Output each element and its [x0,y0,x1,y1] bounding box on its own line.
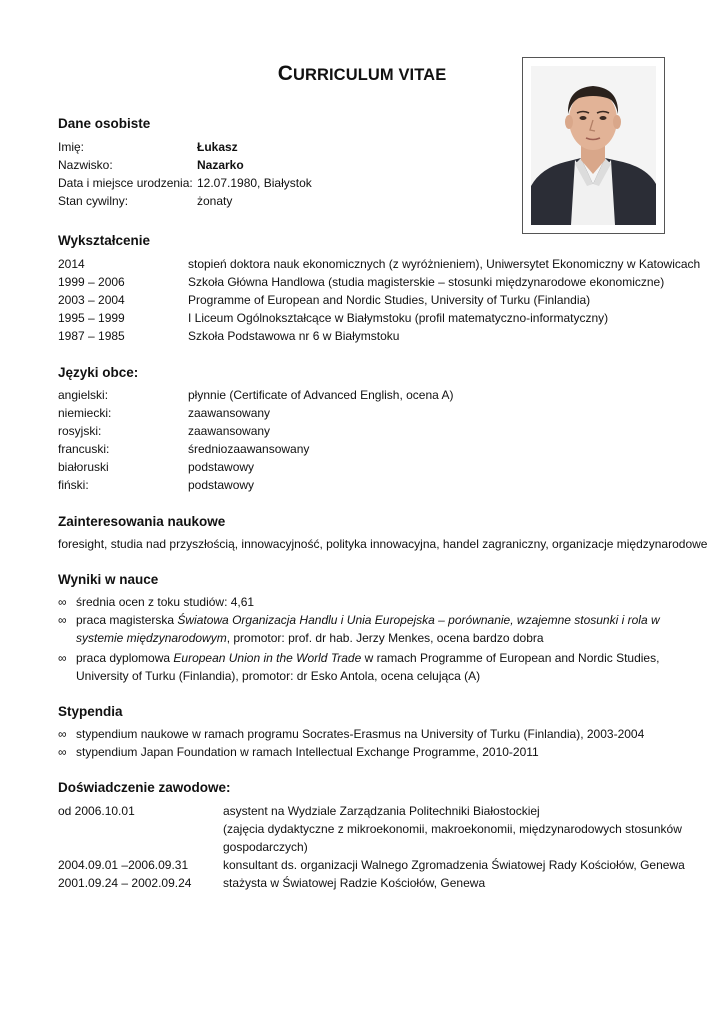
experience-desc: gospodarczych) [223,840,308,854]
scholarship-text: stypendium Japan Foundation w ramach Intellectual Exchange Programme, 2010-2011 [76,745,539,759]
language-name: białoruski [58,460,109,474]
education-period: 1999 – 2006 [58,275,125,289]
personal-label: Stan cywilny: [58,194,129,208]
language-level: płynnie (Certificate of Advanced English, ocena A) [188,388,454,402]
section-heading-education: Wykształcenie [58,233,151,248]
section-heading-languages: Języki obce: [58,365,139,380]
bullet-icon: ∞ [58,595,67,609]
achievement-text: średnia ocen z toku studiów: 4,61 [76,595,255,609]
portrait-image [531,66,656,225]
list-item [58,593,678,611]
list-item [58,725,678,743]
language-name: niemiecki: [58,406,112,420]
experience-period: od 2006.10.01 [58,804,135,818]
education-period: 1995 – 1999 [58,311,125,325]
language-level: zaawansowany [188,406,271,420]
education-period: 2014 [58,257,85,271]
scholarship-text: stypendium naukowe w ramach programu Socrates-Erasmus na University of Turku (Finlandia), 2003-2004 [76,727,645,741]
personal-label: Nazwisko: [58,158,113,172]
language-level: podstawowy [188,478,255,492]
education-desc: Programme of European and Nordic Studies, University of Turku (Finlandia) [188,293,591,307]
page-title: CURRICULUM VITAE [277,62,447,85]
section-heading-experience: Doświadczenie zawodowe: [58,780,231,795]
personal-value: 12.07.1980, Białystok [197,176,312,190]
personal-value: żonaty [197,194,233,208]
profile-photo [522,57,665,234]
education-desc: I Liceum Ogólnokształcące w Białymstoku (profil matematyczno-informatyczny) [188,311,609,325]
bullet-icon: ∞ [58,745,67,759]
language-name: rosyjski: [58,424,102,438]
section-heading-personal: Dane osobiste [58,116,151,131]
language-level: zaawansowany [188,424,271,438]
experience-desc: stażysta w Światowej Radzie Kościołów, Genewa [223,876,486,890]
section-heading-interests: Zainteresowania naukowe [58,514,226,529]
bullet-icon: ∞ [58,613,67,627]
language-name: fiński: [58,478,89,492]
personal-label: Imię: [58,140,85,154]
experience-period: 2004.09.01 –2006.09.31 [58,858,189,872]
language-name: francuski: [58,442,110,456]
language-name: angielski: [58,388,109,402]
bullet-icon: ∞ [58,727,67,741]
personal-value: Nazarko [197,158,244,172]
experience-period: 2001.09.24 – 2002.09.24 [58,876,192,890]
achievement-text: praca magisterska Światowa Organizacja Handlu i Unia Europejska – porównanie, wzajemne stosunki i rola w systemie międzynarodowym, promotor: prof. dr hab. Jerzy Menkes, ocena bardzo dobra [76,613,660,645]
section-heading-scholarships: Stypendia [58,704,123,719]
list-item [58,743,678,761]
education-desc: Szkoła Podstawowa nr 6 w Białymstoku [188,329,400,343]
personal-label: Data i miejsce urodzenia: [58,176,193,190]
personal-value: Łukasz [197,140,238,154]
section-heading-achievements: Wyniki w nauce [58,572,159,587]
education-period: 1987 – 1985 [58,329,125,343]
list-item [58,611,678,647]
education-period: 2003 – 2004 [58,293,125,307]
list-item [58,649,678,685]
education-desc: stopień doktora nauk ekonomicznych (z wyróżnieniem), Uniwersytet Ekonomiczny w Katowicach [188,257,701,271]
education-desc: Szkoła Główna Handlowa (studia magisterskie – stosunki międzynarodowe ekonomiczne) [188,275,665,289]
bullet-icon: ∞ [58,651,67,665]
language-level: podstawowy [188,460,255,474]
achievement-text: praca dyplomowa European Union in the World Trade w ramach Programme of European and Nordic Studies, University of Turku (Finlandia), promotor: dr Esko Antola, ocena celująca (A) [76,651,660,683]
experience-desc: asystent na Wydziale Zarządzania Politechniki Białostockiej [223,804,540,818]
language-level: średniozaawansowany [188,442,310,456]
interests-text: foresight, studia nad przyszłością, innowacyjność, polityka innowacyjna, handel zagraniczny, organizacje międzynarodowe [58,537,708,551]
experience-desc: konsultant ds. organizacji Walnego Zgromadzenia Światowej Rady Kościołów, Genewa [223,858,685,872]
experience-desc: (zajęcia dydaktyczne z mikroekonomii, makroekonomii, międzynarodowych stosunków [223,822,682,836]
